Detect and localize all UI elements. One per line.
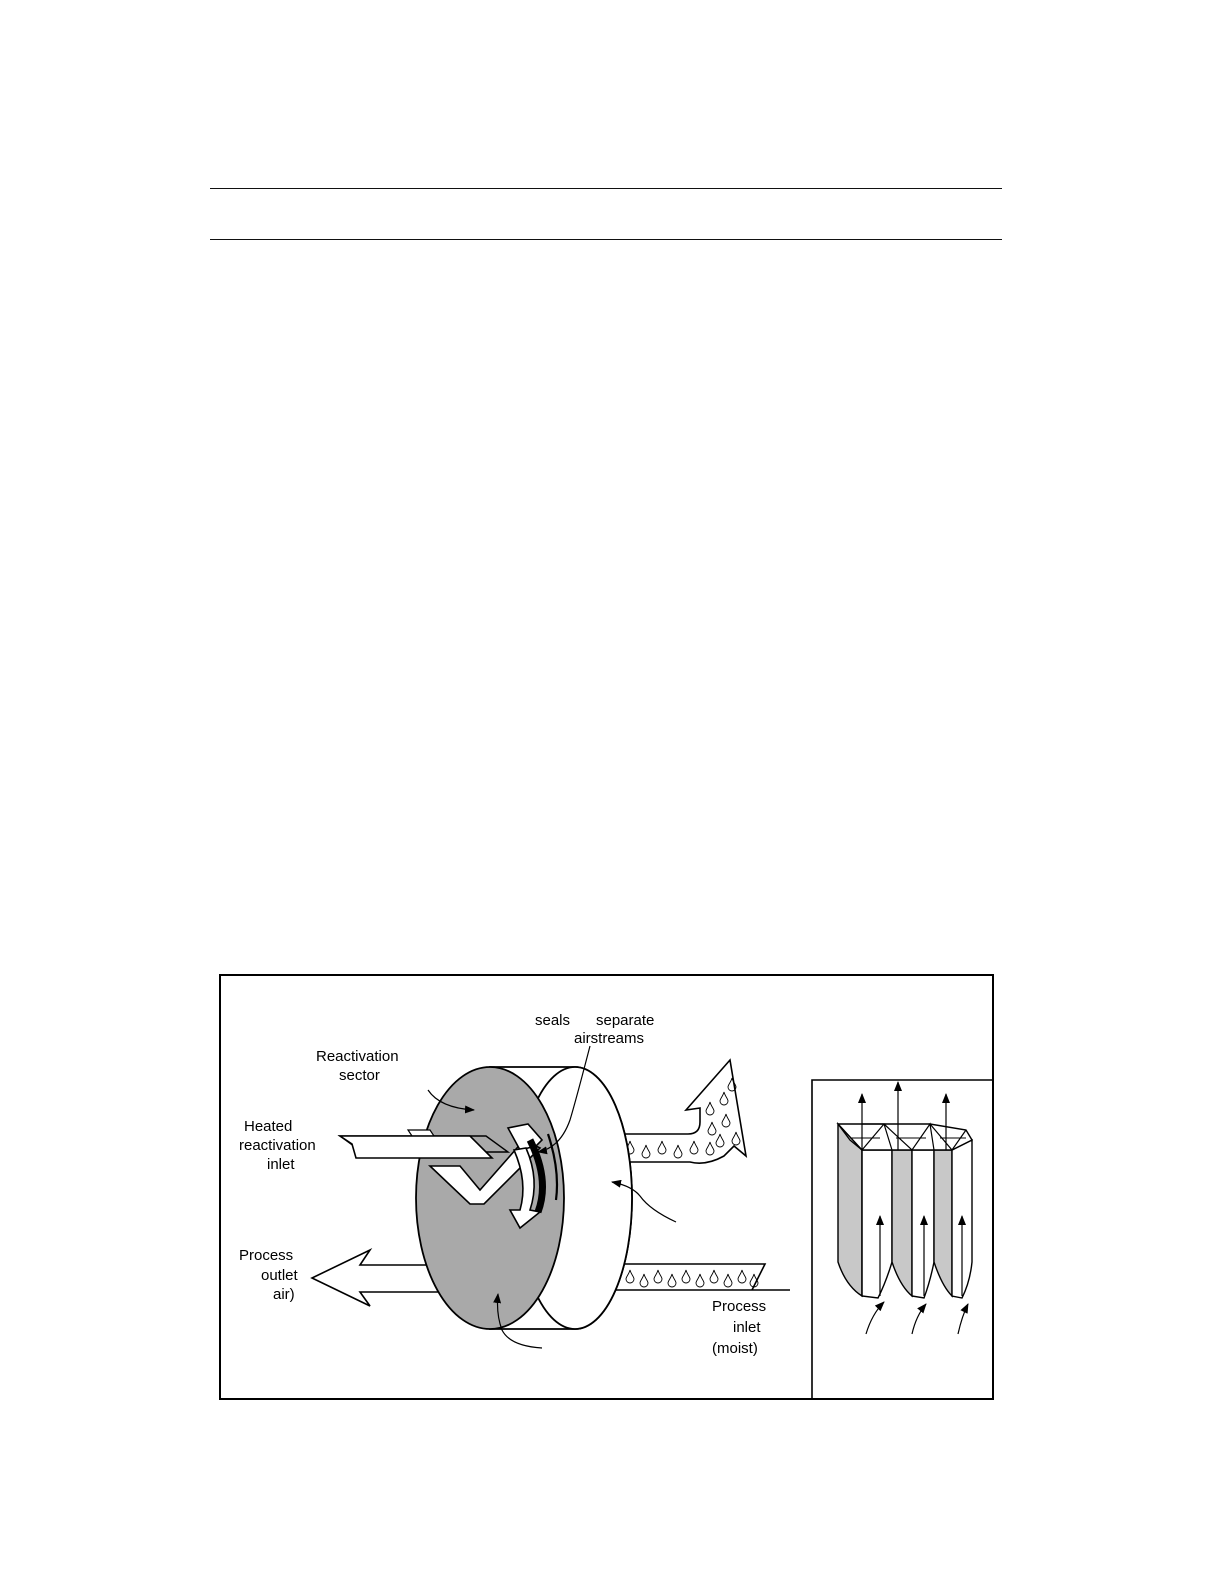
label-airstreams: airstreams <box>574 1030 645 1047</box>
label-process-outlet-3: air) <box>273 1286 295 1303</box>
label-process-outlet-1: Process <box>239 1247 294 1264</box>
label-process-inlet-3: (moist) <box>712 1340 758 1357</box>
label-process-outlet-2: outlet <box>261 1267 298 1284</box>
label-reactivation: Reactivation <box>316 1048 399 1065</box>
label-reactivation-inlet: reactivation <box>239 1137 316 1154</box>
label-heated: Heated <box>244 1118 293 1135</box>
honeycomb-inset <box>812 1080 993 1398</box>
label-process-inlet-2: inlet <box>733 1319 761 1336</box>
process-inlet-stream <box>608 1264 790 1290</box>
dry-air-outlet-arrow <box>612 1060 746 1163</box>
label-seals: seals <box>535 1012 571 1029</box>
label-inlet: inlet <box>267 1156 295 1173</box>
label-separate: separate <box>596 1012 655 1029</box>
label-sector: sector <box>339 1067 380 1084</box>
label-process-inlet-1: Process <box>712 1298 767 1315</box>
